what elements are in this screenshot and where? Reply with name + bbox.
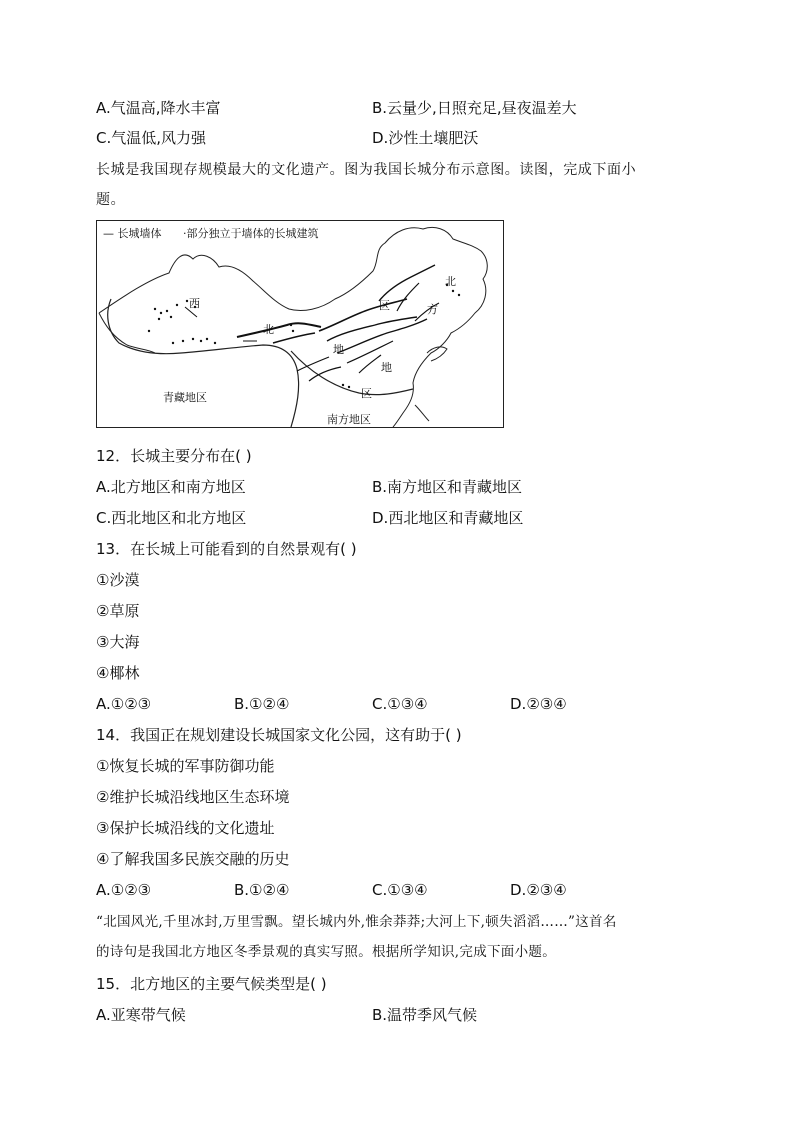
map-drawing (97, 221, 503, 427)
choice-item: ④了解我国多民族交融的历史 (96, 850, 290, 868)
question-stem: 15．北方地区的主要气候类型是( ) (96, 975, 327, 993)
question-stem: 12．长城主要分布在( ) (96, 447, 252, 465)
passage-line: 的诗句是我国北方地区冬季景观的真实写照。根据所学知识,完成下面小题。 (96, 944, 556, 960)
label-fang: 方 (427, 303, 438, 316)
label-qu-right: 区 (379, 299, 390, 312)
choice-item: ④椰林 (96, 664, 140, 682)
map-outline (99, 227, 487, 427)
option-b: B.①②④ (234, 695, 290, 713)
option-b: B.云量少,日照充足,昼夜温差大 (372, 99, 577, 117)
passage-line: “北国风光,千里冰封,万里雪飘。望长城内外,惟余莽莽;大河上下,顿失滔滔……”这首名 (96, 914, 617, 930)
option-d: D.西北地区和青藏地区 (372, 509, 524, 527)
passage-line: 题。 (96, 192, 126, 208)
passage-line: 长城是我国现存规模最大的文化遗产。图为我国长城分布示意图。读图，完成下面小 (96, 162, 637, 178)
label-qu-bottom: 区 (361, 387, 372, 400)
question-stem: 14．我国正在规划建设长城国家文化公园，这有助于( ) (96, 726, 462, 744)
wall-line (327, 317, 417, 341)
coast-line (415, 405, 429, 421)
label-nanfang: 南方地区 (327, 413, 371, 426)
wall-line (337, 319, 427, 353)
option-c: C.①③④ (372, 695, 428, 713)
question-stem: 13．在长城上可能看到的自然景观有( ) (96, 540, 357, 558)
label-xi: 西 (189, 297, 200, 310)
option-a: A.①②③ (96, 695, 152, 713)
option-a: A.气温高,降水丰富 (96, 99, 221, 117)
legend-wall: — 长城墙体 (103, 227, 162, 240)
option-a: A.①②③ (96, 881, 152, 899)
choice-item: ②维护长城沿线地区生态环境 (96, 788, 290, 806)
label-qingzang: 青藏地区 (163, 391, 207, 404)
wall-line (237, 323, 321, 337)
great-wall-map (96, 220, 504, 428)
wall-line (319, 299, 407, 331)
option-d: D.沙性土壤肥沃 (372, 129, 479, 147)
choice-item: ②草原 (96, 602, 140, 620)
label-bei-left: 北 (263, 323, 274, 336)
option-a: A.北方地区和南方地区 (96, 478, 246, 496)
choice-item: ①恢复长城的军事防御功能 (96, 757, 275, 775)
option-d: D.②③④ (510, 881, 567, 899)
option-c: C.西北地区和北方地区 (96, 509, 247, 527)
wall-line (359, 355, 381, 373)
option-b: B.南方地区和青藏地区 (372, 478, 523, 496)
wall-line (297, 357, 329, 371)
qingzang-border (108, 299, 299, 427)
wall-line (397, 283, 419, 311)
label-di-right: 地 (381, 361, 392, 374)
label-di: 地 (333, 343, 344, 356)
option-d: D.②③④ (510, 695, 567, 713)
wall-line (347, 341, 393, 363)
option-b: B.温带季风气候 (372, 1006, 478, 1024)
choice-item: ③保护长城沿线的文化遗址 (96, 819, 275, 837)
option-b: B.①②④ (234, 881, 290, 899)
legend-buildings: ·部分独立于墙体的长城建筑 (183, 227, 319, 240)
option-a: A.亚寒带气候 (96, 1006, 186, 1024)
label-bei-right: 北 (445, 275, 456, 288)
choice-item: ③大海 (96, 633, 140, 651)
option-c: C.气温低,风力强 (96, 129, 207, 147)
wall-line (273, 333, 315, 343)
choice-item: ①沙漠 (96, 571, 140, 589)
option-c: C.①③④ (372, 881, 428, 899)
north-south-border (291, 351, 413, 395)
